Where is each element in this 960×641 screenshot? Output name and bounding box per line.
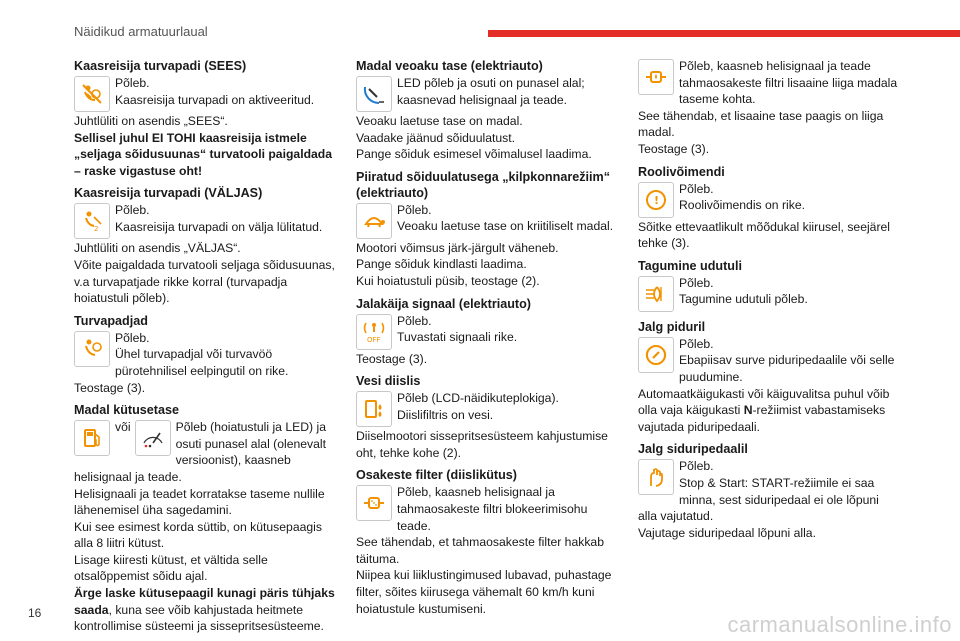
foot-on-clutch-icon: [638, 459, 674, 495]
pedestrian-alert-off-icon: [356, 314, 392, 350]
running-header: Näidikud armatuurlaual: [74, 24, 208, 39]
turtle-icon: [356, 203, 392, 239]
fuel-gauge-icon: [135, 420, 171, 456]
section-particle-filter-additive: Põleb, kaasneb helisignaal ja teade tahmaosakeste filtri lisaaine liiga madala taseme kohta. See tähendab, et lisaaine tase paagis on liiga madal. Teostage (3).: [638, 59, 898, 156]
watermark: carmanualsonline.info: [727, 612, 952, 637]
section-foot-on-brake: Jalg piduril Põleb. Ebapiisav surve piduripedaalile või selle puudumine. Automaatkäigukasti või käiguvalitsa puhul võib olla vaja käigukasti N-režiimist vabastamiseks vajutada piduripedaali.: [638, 319, 900, 436]
section-rear-fog-light: Tagumine udutuli Põleb. Tagumine udutuli põleb.: [638, 258, 900, 313]
section-title: Turvapadjad: [74, 313, 148, 328]
section-title: Jalakäija signaal (elektriauto): [356, 296, 531, 311]
passenger-airbag-off-icon: [74, 203, 110, 239]
page-number: 16: [28, 606, 42, 620]
foot-on-brake-icon: [638, 337, 674, 373]
rear-fog-light-icon: [638, 276, 674, 312]
svg-text:OFF: OFF: [367, 335, 381, 344]
section-title: Osakeste filter (diislikütus): [356, 468, 517, 483]
section-turtle-mode: Piiratud sõiduulatusega „kilpkonnarežiim“ (elektriauto) Põleb. Veoaku laetuse tase on kriitiliselt madal. Mootori võimsus järk-järgult väheneb. Pange sõiduk kindlasti laadima. Kui hoiatustuli püsib, teostage (2).: [356, 169, 618, 290]
column-3: [638, 58, 900, 547]
section-title: Piiratud sõiduulatusega „kilpkonnarežiim“ (elektriauto): [356, 169, 611, 200]
section-title: Vesi diislis: [356, 374, 421, 389]
section-title: Tagumine udutuli: [638, 258, 743, 273]
section-passenger-airbag-on: Kaasreisija turvapadi (SEES) Põleb. Kaasreisija turvapadi on aktiveeritud. Juhtlüliti on asendis „SEES“. Sellisel juhul EI TOHI kaasreisija istmele „seljaga sõidusuunas“ turvatooli paigaldada – raske vigastuse oht!: [74, 58, 336, 179]
section-title: Madal kütusetase: [74, 403, 179, 418]
section-airbags: Turvapadjad Põleb. Ühel turvapadjal või turvavöö pürotehnilisel eelpingutil on rike. Teostage (3).: [74, 313, 336, 396]
section-title: Madal veoaku tase (elektriauto): [356, 59, 543, 73]
column-2: [356, 58, 618, 623]
particle-filter-additive-icon: [638, 59, 674, 95]
section-title: Kaasreisija turvapadi (VÄLJAS): [74, 186, 263, 201]
column-1: [74, 58, 336, 641]
section-title: Jalg piduril: [638, 319, 706, 334]
section-passenger-airbag-off: Kaasreisija turvapadi (VÄLJAS) 2 Põleb. Kaasreisija turvapadi on välja lülitatud. Juhtlüliti on asendis „VÄLJAS“. Võite paigaldada turvatooli seljaga sõidusuunas, v.a turvapatjade rikke korral (turvapadja hoiatustuli põleb).: [74, 186, 335, 306]
section-title: Kaasreisija turvapadi (SEES): [74, 59, 247, 73]
svg-text:2: 2: [94, 225, 99, 234]
section-power-steering: Roolivõimendi ! Põleb. Roolivõimendis on rike. Sõitke ettevaatlikult mõõdukal kiirusel, seejärel tehke (3).: [638, 164, 900, 252]
particle-filter-icon: [356, 485, 392, 521]
battery-gauge-icon: [356, 76, 392, 112]
section-foot-on-clutch: Jalg siduripedaalil Põleb. Stop & Start: START-režiimile ei saa minna, sest siduripedaal ei ole lõpuni alla vajutatud. Vajutage siduripedaal lõpuni alla.: [638, 441, 900, 541]
water-in-diesel-icon: [356, 391, 392, 427]
svg-text:!: !: [654, 193, 660, 207]
airbag-off-icon: [74, 76, 110, 112]
airbag-fault-icon: [74, 331, 110, 367]
section-low-traction-battery: Madal veoaku tase (elektriauto) LED põleb ja osuti on punasel alal; kaasnevad helisignaal ja teade. Veoaku laetuse tase on madal. Vaadake jäänud sõiduulatust. Pange sõiduk esimesel võimalusel laadima.: [356, 58, 618, 163]
section-water-in-diesel: Vesi diislis Põleb (LCD-näidikuteplokiga). Diislifiltris on vesi. Diiselmootori sissepritsesüsteem kahjustumise oht, tehke kohe (2).: [356, 373, 618, 461]
header-accent-bar: [488, 30, 960, 37]
section-low-fuel: Madal kütusetase või Põleb (hoiatustuli ja LED) ja osuti punasel alal (olenevalt versioonist), kaasneb helisignaal ja teade. Helisignaali ja teadet korratakse taseme nullile lähenemisel üha sagedamini. Kui see esimest korda süttib, on kütusepaagis alla 8 liitri kütust. Lisage kiiresti kütust, et vältida selle otsalõppemist sõidu ajal. Ärge laske kütusepaagil kunagi päris tühjaks saada, kuna see võib kahjustada heitmete kontrollimise süsteemi ja sissepritsesüsteeme.: [74, 403, 335, 634]
section-particle-filter: Osakeste filter (diislikütus) Põleb, kaasneb helisignaal ja tahmaosakeste filtri blokeerimisohu teade. See tähendab, et tahmaosakeste filter hakkab täituma. Niipea kui liiklustingimused lubavad, puhastage filter, sõites kiirusega vähemalt 60 km/h kuni hoiatustule kustumiseni.: [356, 467, 618, 617]
fuel-pump-icon: [74, 420, 110, 456]
steering-wheel-warning-icon: [638, 182, 674, 218]
section-title: Jalg siduripedaalil: [638, 442, 748, 457]
section-title: Roolivõimendi: [638, 164, 725, 179]
section-pedestrian-alert: Jalakäija signaal (elektriauto) OFF Põleb. Tuvastati signaali rike. Teostage (3).: [356, 296, 618, 368]
